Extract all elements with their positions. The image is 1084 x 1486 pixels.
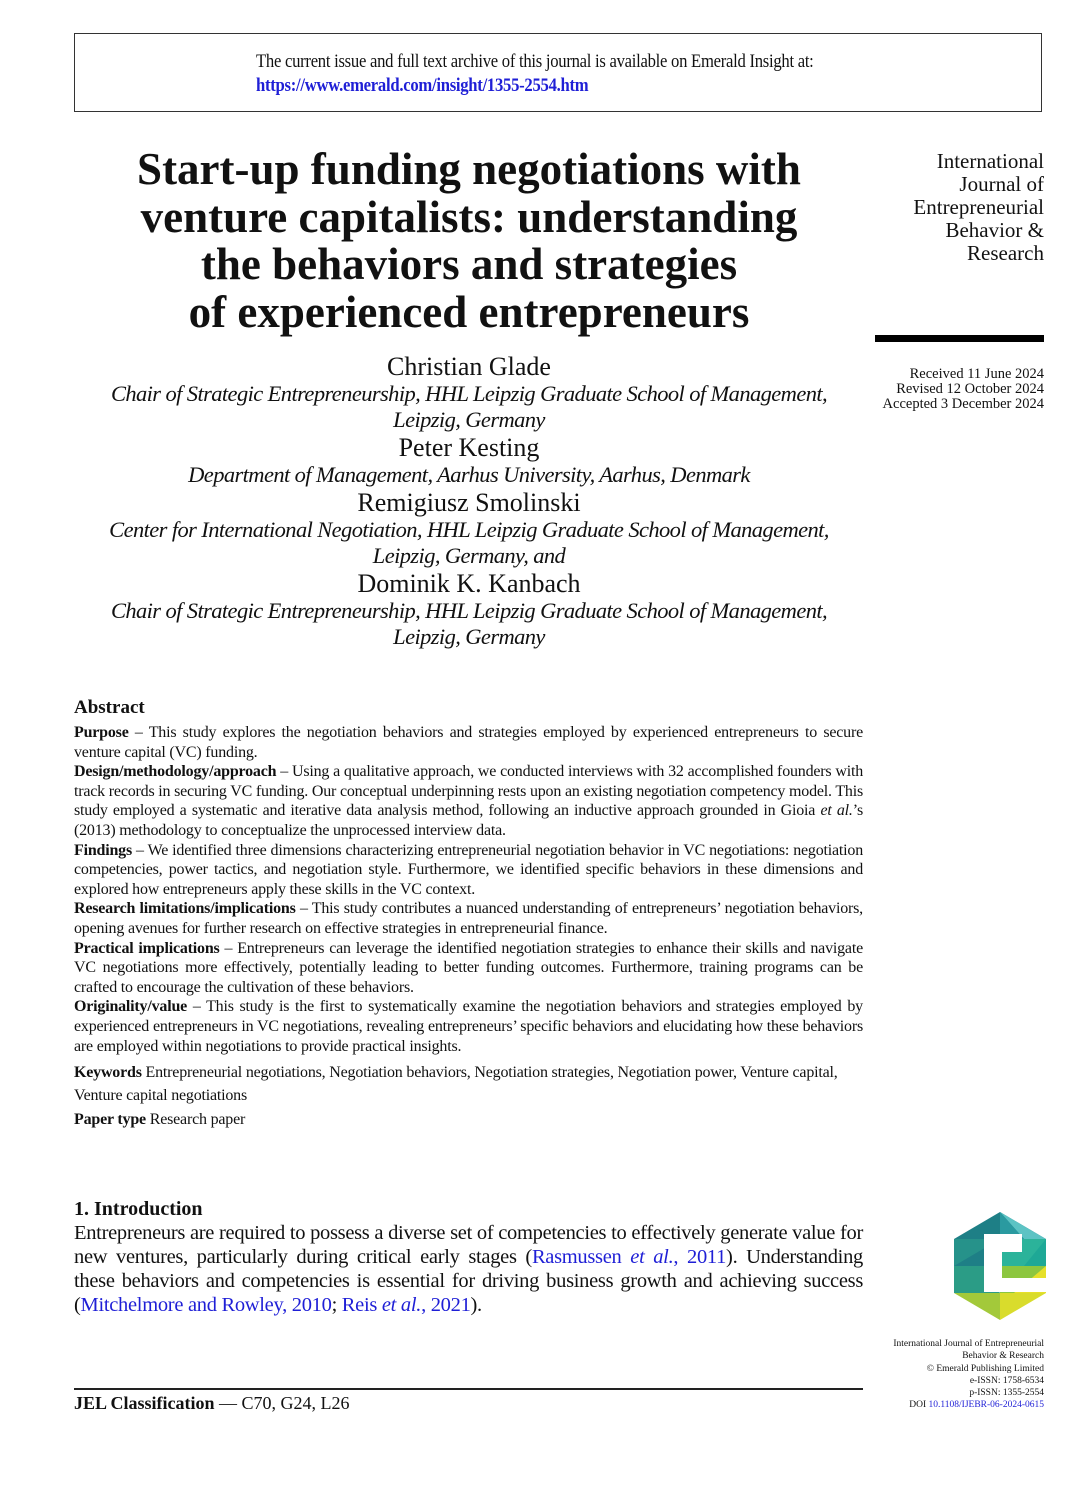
author-affiliation: Leipzig, Germany	[393, 624, 545, 649]
abstract-italic: et al.	[820, 802, 853, 820]
jel-sep: —	[214, 1393, 242, 1413]
abstract-limitations	[74, 899, 863, 938]
jel-label: JEL Classification	[74, 1393, 215, 1413]
author-list	[74, 352, 864, 650]
title-line: of experienced entrepreneurs	[188, 286, 750, 337]
accepted-date: Accepted 3 December 2024	[882, 396, 1044, 412]
imprint-block	[844, 1338, 1044, 1412]
abstract-design	[74, 762, 863, 840]
author-affiliation: Chair of Strategic Entrepreneurship, HHL Leipzig Graduate School of Management,	[110, 598, 828, 623]
logo-facet	[1000, 1293, 1046, 1320]
doi-line	[844, 1399, 1044, 1411]
imprint-line: e-ISSN: 1758-6534	[969, 1375, 1044, 1386]
imprint-line: International Journal of Entrepreneurial	[893, 1339, 1044, 1349]
citation-link-mitchelmore[interactable]: Mitchelmore and Rowley, 2010	[80, 1294, 332, 1316]
citation-author: Reis	[341, 1294, 382, 1316]
introduction-paragraph	[74, 1221, 863, 1317]
jel-codes: C70, G24, L26	[241, 1393, 350, 1413]
abstract-text: This study explores the negotiation behaviors and strategies employed by experienced entrepreneurs to secure venture capital (VC) funding.	[74, 724, 863, 761]
citation-author: Rasmussen	[531, 1246, 631, 1268]
paper-type-label: Paper type	[74, 1111, 146, 1129]
abstract-purpose	[74, 723, 863, 762]
abstract-sep: –	[132, 841, 148, 859]
citation-year: , 2021	[421, 1294, 471, 1316]
abstract-label: Findings	[74, 841, 132, 859]
imprint-line: p-ISSN: 1355-2554	[969, 1388, 1044, 1399]
paper-type-value: Research paper	[149, 1111, 246, 1129]
abstract-sep: –	[295, 900, 312, 918]
abstract-section	[74, 697, 863, 1131]
article-title	[74, 146, 864, 336]
author-affiliation: Leipzig, Germany	[393, 407, 545, 432]
abstract-findings	[74, 841, 863, 900]
citation-link-reis[interactable]	[342, 1294, 471, 1316]
doi-link[interactable]: 10.1108/IJEBR-06-2024-0615	[928, 1400, 1044, 1411]
abstract-sep: –	[187, 998, 207, 1016]
abstract-label: Originality/value	[74, 998, 188, 1016]
revised-date: Revised 12 October 2024	[896, 381, 1044, 397]
keywords-label: Keywords	[74, 1064, 142, 1082]
intro-text: ).	[470, 1294, 482, 1316]
journal-name-line: International	[936, 149, 1044, 173]
imprint-line: Behavior & Research	[962, 1351, 1044, 1362]
abstract-text: ’s (2013) methodology to conceptualize the unprocessed interview data.	[74, 802, 863, 839]
archive-url-link[interactable]: https://www.emerald.com/insight/1355-2554.htm	[256, 76, 589, 96]
archive-notice-text: The current issue and full text archive of this journal is available on Emerald Insight at:	[256, 52, 814, 72]
citation-link-rasmussen[interactable]	[532, 1246, 726, 1268]
received-date: Received 11 June 2024	[909, 366, 1044, 382]
article-dates	[844, 367, 1044, 412]
introduction-heading: 1. Introduction	[74, 1198, 203, 1220]
paper-type	[74, 1108, 863, 1131]
jel-divider	[74, 1388, 863, 1390]
emerald-publishing-logo-icon	[954, 1212, 1046, 1320]
abstract-text: This study contributes a nuanced understanding of entrepreneurs’ negotiation behaviors, opening avenues for further research on effective strategies in entrepreneurial finance.	[74, 900, 863, 937]
author-name: Peter Kesting	[398, 433, 540, 462]
journal-name-line: Journal of	[959, 172, 1044, 196]
journal-divider	[875, 335, 1044, 342]
abstract-label: Research limitations/implications	[74, 900, 296, 918]
author-name: Dominik K. Kanbach	[357, 569, 581, 598]
keywords-text: Entrepreneurial negotiations, Negotiation behaviors, Negotiation strategies, Negotiation power, Venture capital, Venture capital negotiations	[74, 1064, 838, 1105]
author-affiliation: Chair of Strategic Entrepreneurship, HHL Leipzig Graduate School of Management,	[110, 381, 828, 406]
citation-etal: et al.	[381, 1294, 422, 1316]
logo-facet	[954, 1293, 1000, 1320]
jel-classification	[74, 1393, 350, 1414]
author-affiliation: Department of Management, Aarhus University, Aarhus, Denmark	[188, 462, 750, 487]
abstract-originality	[74, 997, 863, 1056]
imprint-line: © Emerald Publishing Limited	[926, 1363, 1044, 1374]
abstract-sep: –	[219, 939, 238, 957]
abstract-text: Using a qualitative approach, we conducted interviews with 32 accomplished founders with track records in securing VC funding. Our conceptual underpinning rests upon an existing negotiation competency model. This study employed a systematic and iterative data analysis method, following an inductive approach grounded in Gioia	[74, 763, 864, 820]
journal-name-line: Entrepreneurial	[913, 195, 1044, 219]
journal-name-line: Research	[967, 241, 1044, 265]
intro-text: ;	[331, 1294, 342, 1316]
abstract-label: Design/methodology/approach	[74, 763, 277, 781]
author-affiliation: Leipzig, Germany, and	[372, 543, 566, 568]
author-affiliation: Center for International Negotiation, HHL Leipzig Graduate School of Management,	[109, 517, 829, 542]
doi-label: DOI	[909, 1400, 929, 1411]
abstract-label: Practical implications	[74, 939, 220, 957]
journal-name	[844, 150, 1044, 265]
title-line: Start-up funding negotiations with	[137, 144, 801, 194]
abstract-sep: –	[276, 763, 292, 781]
intro-text: ). Understanding these behaviors and competencies is essential for driving business growth and achieving success (	[74, 1246, 863, 1316]
title-line: the behaviors and strategies	[200, 239, 738, 289]
citation-year: , 2011	[673, 1246, 727, 1268]
author-name: Christian Glade	[387, 352, 551, 381]
author-name: Remigiusz Smolinski	[357, 488, 581, 517]
citation-etal: et al.	[630, 1246, 674, 1268]
abstract-label: Purpose	[74, 724, 129, 741]
intro-text: Entrepreneurs are required to possess a diverse set of competencies to effectively generate value for new ventures, particularly during critical early stages (	[74, 1222, 863, 1268]
abstract-practical	[74, 939, 863, 998]
keywords	[74, 1061, 863, 1107]
journal-name-line: Behavior &	[945, 218, 1044, 242]
abstract-text: Entrepreneurs can leverage the identified negotiation strategies to enhance their skills and navigate VC negotiations more effectively, potentially leading to better funding outcomes. Furthermore, training programs can be crafted to encourage the cultivation of these behaviors.	[74, 939, 863, 996]
abstract-text: We identified three dimensions characterizing entrepreneurial negotiation behavior in VC negotiations: negotiation competencies, power tactics, and negotiation style. Furthermore, we identified specific behaviors in these dimensions and explored how entrepreneurs apply these skills in the VC context.	[74, 841, 863, 898]
abstract-heading: Abstract	[74, 697, 145, 718]
introduction-section	[74, 1197, 863, 1317]
title-line: venture capitalists: understanding	[140, 191, 798, 242]
abstract-sep: –	[128, 724, 149, 741]
abstract-text: This study is the first to systematically examine the negotiation behaviors and strategies employed by experienced entrepreneurs in VC negotiations, revealing entrepreneurs’ specific behaviors and elucidating how these behaviors are employed within negotiations to provide practical insights.	[74, 998, 863, 1055]
